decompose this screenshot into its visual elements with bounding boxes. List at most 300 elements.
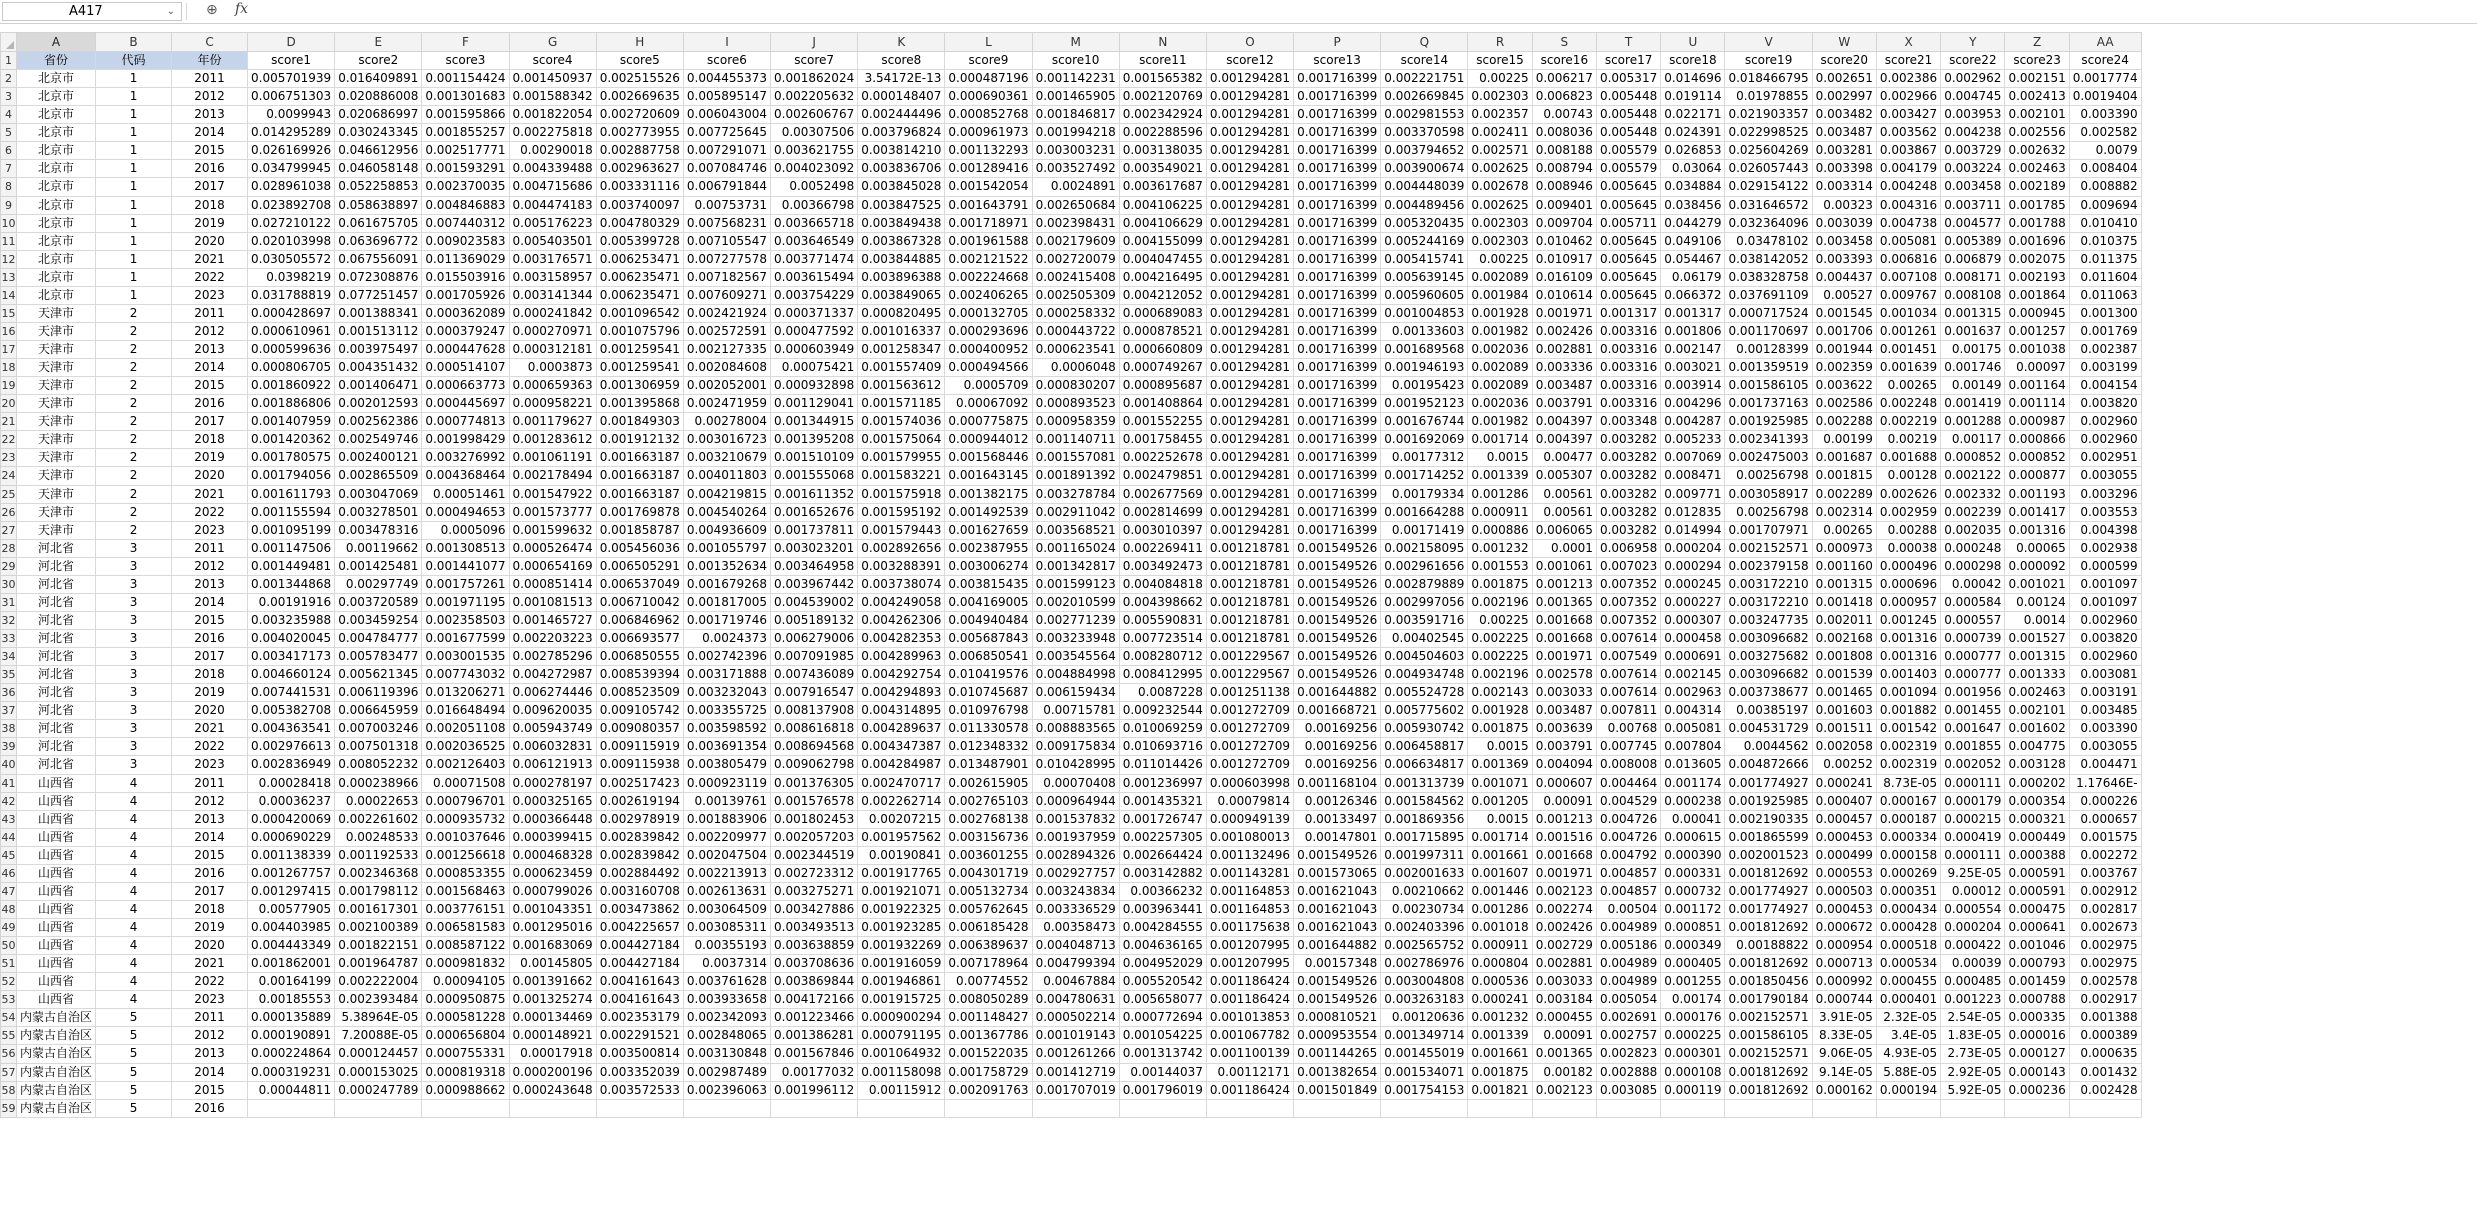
table-cell[interactable]: 0.000641 xyxy=(2005,919,2069,937)
table-cell[interactable]: 0.001602 xyxy=(2005,720,2069,738)
table-cell[interactable]: 0.001643791 xyxy=(945,196,1032,214)
table-cell[interactable]: 河北省 xyxy=(17,648,96,666)
table-cell[interactable]: 0.003900674 xyxy=(1381,160,1468,178)
table-cell[interactable]: 0.002961656 xyxy=(1381,557,1468,575)
table-cell[interactable]: 0.002052001 xyxy=(683,377,770,395)
table-cell[interactable]: 0.004262306 xyxy=(858,611,945,629)
table-cell[interactable]: 0.001716399 xyxy=(1294,521,1381,539)
table-cell[interactable]: 0.005415741 xyxy=(1381,250,1468,268)
table-cell[interactable]: 0.002225 xyxy=(1468,630,1532,648)
table-cell[interactable]: 2023 xyxy=(172,521,248,539)
table-cell[interactable] xyxy=(858,1099,945,1117)
column-header-l[interactable]: L xyxy=(945,33,1032,52)
table-cell[interactable]: 0.003487 xyxy=(1532,702,1596,720)
table-cell[interactable]: 0.001864 xyxy=(2005,286,2069,304)
table-cell[interactable]: 0.001817005 xyxy=(683,593,770,611)
table-cell[interactable]: 2 xyxy=(96,431,172,449)
table-cell[interactable]: 0.005307 xyxy=(1532,467,1596,485)
table-cell[interactable]: 0.002773955 xyxy=(596,124,683,142)
table-cell[interactable]: 0.001883906 xyxy=(683,810,770,828)
table-cell[interactable]: 0.013487901 xyxy=(945,756,1032,774)
table-cell[interactable]: 0.001715895 xyxy=(1381,828,1468,846)
table-cell[interactable]: 0.005524728 xyxy=(1381,684,1468,702)
table-cell[interactable]: 2022 xyxy=(172,268,248,286)
table-cell[interactable]: 0.001644882 xyxy=(1294,937,1381,955)
table-cell[interactable]: 0.005701939 xyxy=(248,70,335,88)
table-cell[interactable]: 0.002261602 xyxy=(335,810,422,828)
table-cell[interactable]: 2 xyxy=(96,449,172,467)
table-cell[interactable]: 0.002089 xyxy=(1468,268,1532,286)
table-cell[interactable]: 0.001573777 xyxy=(509,503,596,521)
table-cell[interactable]: 0.001071 xyxy=(1468,774,1532,792)
row-header[interactable]: 28 xyxy=(1,539,17,557)
table-cell[interactable]: 0.000238 xyxy=(1661,792,1725,810)
table-cell[interactable]: 0.007178964 xyxy=(945,955,1032,973)
table-cell[interactable]: 0.001922325 xyxy=(858,900,945,918)
table-cell[interactable]: 0.000135889 xyxy=(248,1009,335,1027)
table-cell[interactable]: 0.001075796 xyxy=(596,322,683,340)
table-cell[interactable]: 0.004155099 xyxy=(1119,232,1206,250)
table-cell[interactable]: 0.012835 xyxy=(1661,503,1725,521)
table-cell[interactable]: 2023 xyxy=(172,756,248,774)
table-cell[interactable] xyxy=(1812,1099,1876,1117)
table-cell[interactable]: 0.002370035 xyxy=(422,178,509,196)
table-cell[interactable]: 2022 xyxy=(172,973,248,991)
table-cell[interactable]: 0.001552255 xyxy=(1119,413,1206,431)
table-cell[interactable]: 0.001971 xyxy=(1532,304,1596,322)
table-cell[interactable]: 0.004577 xyxy=(1941,214,2005,232)
row-header[interactable]: 59 xyxy=(1,1099,17,1117)
table-cell[interactable]: 0.003390 xyxy=(2069,720,2141,738)
table-cell[interactable]: 0.003601255 xyxy=(945,846,1032,864)
table-cell[interactable]: 0.005783477 xyxy=(335,648,422,666)
table-cell[interactable]: 0.002221751 xyxy=(1381,70,1468,88)
table-cell[interactable]: 2019 xyxy=(172,684,248,702)
table-cell[interactable]: 0.001339 xyxy=(1468,467,1532,485)
table-cell[interactable]: 0.001097 xyxy=(2069,593,2141,611)
table-cell[interactable]: 0.001333 xyxy=(2005,666,2069,684)
table-cell[interactable]: 0.004368464 xyxy=(422,467,509,485)
table-cell[interactable]: 0.003390 xyxy=(2069,106,2141,124)
table-cell[interactable]: 0.006235471 xyxy=(596,268,683,286)
table-cell[interactable]: 0.007549 xyxy=(1596,648,1660,666)
table-cell[interactable]: 0.026057443 xyxy=(1725,160,1812,178)
table-cell[interactable]: 0.001944 xyxy=(1812,341,1876,359)
table-cell[interactable]: 2011 xyxy=(172,539,248,557)
table-cell[interactable]: 0.001621043 xyxy=(1294,919,1381,937)
table-cell[interactable]: 0.00225 xyxy=(1468,611,1532,629)
table-cell[interactable]: 0.000204 xyxy=(1941,919,2005,937)
table-cell[interactable]: 0.001067782 xyxy=(1206,1027,1293,1045)
table-cell[interactable]: 0.003820 xyxy=(2069,395,2141,413)
table-cell[interactable]: 2023 xyxy=(172,286,248,304)
table-cell[interactable]: 0.001301683 xyxy=(422,88,509,106)
table-cell[interactable]: 0.001207995 xyxy=(1206,955,1293,973)
table-cell[interactable]: 0.001294281 xyxy=(1206,142,1293,160)
table-cell[interactable]: 0.001294281 xyxy=(1206,413,1293,431)
table-cell[interactable]: 3 xyxy=(96,666,172,684)
table-cell[interactable]: 0.001549526 xyxy=(1294,648,1381,666)
table-cell[interactable]: 0.001946193 xyxy=(1381,359,1468,377)
table-cell[interactable]: 0.001344868 xyxy=(248,575,335,593)
table-cell[interactable]: 0.023892708 xyxy=(248,196,335,214)
table-cell[interactable]: 0.001568463 xyxy=(422,882,509,900)
table-cell[interactable]: 1 xyxy=(96,160,172,178)
table-cell[interactable]: 0.001545 xyxy=(1812,304,1876,322)
table-cell[interactable]: 0.002677569 xyxy=(1119,485,1206,503)
table-cell[interactable]: 0.006458817 xyxy=(1381,738,1468,756)
table-cell[interactable]: 0.003316 xyxy=(1596,377,1660,395)
table-cell[interactable]: 0.001352634 xyxy=(683,557,770,575)
table-cell[interactable]: 0.002400121 xyxy=(335,449,422,467)
table-cell[interactable]: 4 xyxy=(96,846,172,864)
table-cell[interactable]: 北京市 xyxy=(17,178,96,196)
table-cell[interactable]: 0.000591 xyxy=(2005,882,2069,900)
table-cell[interactable]: 0.004284555 xyxy=(1119,919,1206,937)
table-cell[interactable]: 0.004314895 xyxy=(858,702,945,720)
table-cell[interactable]: 0.001144265 xyxy=(1294,1045,1381,1063)
table-cell[interactable]: 0.004403985 xyxy=(248,919,335,937)
table-cell[interactable]: 0.003138035 xyxy=(1119,142,1206,160)
table-cell[interactable] xyxy=(248,1099,335,1117)
table-cell[interactable]: 0.001114 xyxy=(2005,395,2069,413)
table-cell[interactable]: 0.000247789 xyxy=(335,1081,422,1099)
table-cell[interactable]: 0.004294893 xyxy=(858,684,945,702)
table-cell[interactable]: 0.004347387 xyxy=(858,738,945,756)
table-cell[interactable]: 0.001369 xyxy=(1468,756,1532,774)
table-cell[interactable]: 0.001294281 xyxy=(1206,431,1293,449)
table-cell[interactable]: 0.002057203 xyxy=(771,828,858,846)
table-cell[interactable]: 0.001912132 xyxy=(596,431,683,449)
table-cell[interactable]: 0.011375 xyxy=(2069,250,2141,268)
table-cell[interactable]: 0.003796824 xyxy=(858,124,945,142)
table-cell[interactable]: 0.001395208 xyxy=(771,431,858,449)
table-cell[interactable]: 0.001643145 xyxy=(945,467,1032,485)
table-cell[interactable]: 0.007108 xyxy=(1876,268,1940,286)
table-cell[interactable]: 0.001294281 xyxy=(1206,485,1293,503)
table-cell[interactable]: 0.001419 xyxy=(1941,395,2005,413)
table-cell[interactable]: 0.000298 xyxy=(1941,557,2005,575)
table-cell[interactable]: 0.00191916 xyxy=(248,593,335,611)
table-cell[interactable]: 0.008539394 xyxy=(596,666,683,684)
table-cell[interactable]: 0.000793 xyxy=(2005,955,2069,973)
table-cell[interactable]: 0.000243648 xyxy=(509,1081,596,1099)
table-cell[interactable]: 0.002757 xyxy=(1596,1027,1660,1045)
table-cell[interactable]: 0.001465727 xyxy=(509,611,596,629)
table-cell[interactable]: 0.001549526 xyxy=(1294,539,1381,557)
table-cell[interactable]: 0.003184 xyxy=(1532,991,1596,1009)
table-cell[interactable]: 0.001403 xyxy=(1876,666,1940,684)
table-cell[interactable]: 0.006121913 xyxy=(509,756,596,774)
table-cell[interactable]: 0.00219 xyxy=(1876,431,1940,449)
table-cell[interactable]: 0.001812692 xyxy=(1725,919,1812,937)
table-cell[interactable]: 0.001294281 xyxy=(1206,521,1293,539)
table-cell[interactable]: 北京市 xyxy=(17,142,96,160)
table-cell[interactable]: 0.002565752 xyxy=(1381,937,1468,955)
table-cell[interactable]: 0.001094 xyxy=(1876,684,1940,702)
table-cell[interactable]: 0.001758455 xyxy=(1119,431,1206,449)
table-cell[interactable]: 2 xyxy=(96,395,172,413)
table-cell[interactable]: 0.000852 xyxy=(2005,449,2069,467)
table-cell[interactable]: 0.007277578 xyxy=(683,250,770,268)
table-cell[interactable]: 0.002196 xyxy=(1468,593,1532,611)
table-cell[interactable]: 0.000950875 xyxy=(422,991,509,1009)
table-cell[interactable]: 0.00128 xyxy=(1876,467,1940,485)
table-cell[interactable]: 0.005645 xyxy=(1596,196,1660,214)
table-cell[interactable]: 8.73E-05 xyxy=(1876,774,1940,792)
column-header-e[interactable]: E xyxy=(335,33,422,52)
table-cell[interactable]: 0.014295289 xyxy=(248,124,335,142)
table-cell[interactable]: 0.0087228 xyxy=(1119,684,1206,702)
table-cell[interactable]: 0.005081 xyxy=(1876,232,1940,250)
table-cell[interactable]: 0.001821 xyxy=(1468,1081,1532,1099)
table-cell[interactable]: 0.002010599 xyxy=(1032,593,1119,611)
table-cell[interactable]: 0.002963 xyxy=(1661,684,1725,702)
table-cell[interactable]: 0.001205 xyxy=(1468,792,1532,810)
table-cell[interactable]: 0.003933658 xyxy=(683,991,770,1009)
table-cell[interactable]: 0.00091 xyxy=(1532,792,1596,810)
column-header-h[interactable]: H xyxy=(596,33,683,52)
table-cell[interactable]: 0.00190841 xyxy=(858,846,945,864)
table-cell[interactable]: 河北省 xyxy=(17,593,96,611)
table-cell[interactable]: 0.000204 xyxy=(1661,539,1725,557)
table-cell[interactable]: 0.001932269 xyxy=(858,937,945,955)
table-cell[interactable]: 0.003233948 xyxy=(1032,630,1119,648)
table-cell[interactable]: 0.000455 xyxy=(1532,1009,1596,1027)
table-cell[interactable]: 0.000775875 xyxy=(945,413,1032,431)
table-cell[interactable]: 0.000134469 xyxy=(509,1009,596,1027)
table-cell[interactable]: 0.00230734 xyxy=(1381,900,1468,918)
column-header-x[interactable]: X xyxy=(1876,33,1940,52)
table-cell[interactable]: 0.000690229 xyxy=(248,828,335,846)
table-cell[interactable]: 0.002606767 xyxy=(771,106,858,124)
table-cell[interactable]: 0.002303 xyxy=(1468,214,1532,232)
table-cell[interactable]: 3 xyxy=(96,648,172,666)
table-cell[interactable]: 0.013206271 xyxy=(422,684,509,702)
table-cell[interactable]: 2020 xyxy=(172,467,248,485)
table-cell[interactable]: 0.006634817 xyxy=(1381,756,1468,774)
table-cell[interactable]: 山西省 xyxy=(17,937,96,955)
table-cell[interactable]: 0.002426 xyxy=(1532,322,1596,340)
table-cell[interactable]: 0.001812692 xyxy=(1725,1063,1812,1081)
table-cell[interactable]: 0.004464 xyxy=(1596,774,1660,792)
table-cell[interactable]: 0.001687 xyxy=(1812,449,1876,467)
table-cell[interactable]: 0.000599 xyxy=(2069,557,2141,575)
table-cell[interactable]: 1 xyxy=(96,88,172,106)
table-cell[interactable]: 3 xyxy=(96,756,172,774)
table-cell[interactable]: 0.002203223 xyxy=(509,630,596,648)
table-cell[interactable]: 0.001707019 xyxy=(1032,1081,1119,1099)
table-cell[interactable]: 0.001716399 xyxy=(1294,395,1381,413)
table-cell[interactable]: 0.005579 xyxy=(1596,160,1660,178)
table-cell[interactable]: 0.001716399 xyxy=(1294,178,1381,196)
table-cell[interactable]: 0.001316 xyxy=(2005,521,2069,539)
table-cell[interactable]: 0.008523509 xyxy=(596,684,683,702)
table-cell[interactable]: 0.003849438 xyxy=(858,214,945,232)
table-cell[interactable]: 0.001607 xyxy=(1468,864,1532,882)
table-cell[interactable]: 0.003158957 xyxy=(509,268,596,286)
table-cell[interactable]: 0.008587122 xyxy=(422,937,509,955)
table-cell[interactable]: 2016 xyxy=(172,160,248,178)
table-cell[interactable]: 0.001862024 xyxy=(771,70,858,88)
row-header[interactable]: 12 xyxy=(1,250,17,268)
table-cell[interactable]: 0.021903357 xyxy=(1725,106,1812,124)
table-cell[interactable]: 0.005456036 xyxy=(596,539,683,557)
table-cell[interactable]: 0.000534 xyxy=(1876,955,1940,973)
table-cell[interactable] xyxy=(1468,1099,1532,1117)
table-cell[interactable]: 0.001174 xyxy=(1661,774,1725,792)
table-cell[interactable]: 0.002887758 xyxy=(596,142,683,160)
table-cell[interactable]: 0.000422 xyxy=(1941,937,2005,955)
table-cell[interactable]: 0.001716399 xyxy=(1294,359,1381,377)
table-cell[interactable]: 0.001575064 xyxy=(858,431,945,449)
table-cell[interactable]: 0.003010397 xyxy=(1119,521,1206,539)
table-cell[interactable]: 0.001213 xyxy=(1532,810,1596,828)
table-cell[interactable]: 0.002303 xyxy=(1468,88,1532,106)
table-cell[interactable]: 0.003096682 xyxy=(1725,630,1812,648)
table-cell[interactable]: 0.00133603 xyxy=(1381,322,1468,340)
table-cell[interactable]: 0.004989 xyxy=(1596,919,1660,937)
table-cell[interactable]: 0.003622 xyxy=(1812,377,1876,395)
table-cell[interactable]: 0.007069 xyxy=(1661,449,1725,467)
table-cell[interactable]: 0.003805479 xyxy=(683,756,770,774)
table-cell[interactable]: 0.003316 xyxy=(1596,359,1660,377)
table-cell[interactable]: 0.000911 xyxy=(1468,503,1532,521)
table-cell[interactable]: 0.003591716 xyxy=(1381,611,1468,629)
table-cell[interactable]: 0.000584 xyxy=(1941,593,2005,611)
table-cell[interactable]: 0.002987489 xyxy=(683,1063,770,1081)
table-cell[interactable]: 0.007723514 xyxy=(1119,630,1206,648)
table-cell[interactable]: 5 xyxy=(96,1009,172,1027)
row-header[interactable]: 24 xyxy=(1,467,17,485)
table-cell[interactable]: 0.000278197 xyxy=(509,774,596,792)
table-cell[interactable]: 0.001571185 xyxy=(858,395,945,413)
table-cell[interactable]: 0.001232 xyxy=(1468,539,1532,557)
table-cell[interactable]: 0.00278004 xyxy=(683,413,770,431)
table-cell[interactable]: 0.004443349 xyxy=(248,937,335,955)
table-cell[interactable] xyxy=(335,1099,422,1117)
table-cell[interactable]: 0.002505309 xyxy=(1032,286,1119,304)
table-cell[interactable]: 天津市 xyxy=(17,304,96,322)
table-cell[interactable]: 0.005389 xyxy=(1941,232,2005,250)
table-cell[interactable]: 0.0099943 xyxy=(248,106,335,124)
table-cell[interactable]: 0.002387955 xyxy=(945,539,1032,557)
table-cell[interactable]: 0.001603 xyxy=(1812,702,1876,720)
table-cell[interactable]: 0.001537832 xyxy=(1032,810,1119,828)
table-cell[interactable]: 0.002912 xyxy=(2069,882,2141,900)
table-cell[interactable]: 0.000475 xyxy=(2005,900,2069,918)
table-cell[interactable]: 0.00185553 xyxy=(248,991,335,1009)
table-cell[interactable]: 0.001004853 xyxy=(1381,304,1468,322)
table-cell[interactable]: 山西省 xyxy=(17,900,96,918)
table-cell[interactable]: 0.000791195 xyxy=(858,1027,945,1045)
table-cell[interactable]: 5 xyxy=(96,1081,172,1099)
table-cell[interactable]: 山西省 xyxy=(17,792,96,810)
table-cell[interactable]: 0.000691 xyxy=(1661,648,1725,666)
table-cell[interactable]: 0.001013853 xyxy=(1206,1009,1293,1027)
table-cell[interactable]: 0.000945 xyxy=(2005,304,2069,322)
table-cell[interactable]: 0.003754229 xyxy=(771,286,858,304)
table-cell[interactable]: 0.001425481 xyxy=(335,557,422,575)
table-cell[interactable]: 2018 xyxy=(172,431,248,449)
table-cell[interactable]: 0.005621345 xyxy=(335,666,422,684)
table-cell[interactable]: 0.001315 xyxy=(1941,304,2005,322)
table-cell[interactable]: 3.54172E-13 xyxy=(858,70,945,88)
table-cell[interactable]: 0.003130848 xyxy=(683,1045,770,1063)
table-cell[interactable]: 0.005960605 xyxy=(1381,286,1468,304)
table-cell[interactable] xyxy=(1381,1099,1468,1117)
zoom-magnifier-icon[interactable]: ⊕ xyxy=(206,2,218,18)
table-cell[interactable]: 0.002089 xyxy=(1468,359,1532,377)
table-cell[interactable]: 0.002651 xyxy=(1812,70,1876,88)
table-cell[interactable]: 0.002475003 xyxy=(1725,449,1812,467)
table-cell[interactable]: 0.001172 xyxy=(1661,900,1725,918)
table-cell[interactable]: 0.003021 xyxy=(1661,359,1725,377)
table-cell[interactable]: 0.001576578 xyxy=(771,792,858,810)
table-cell[interactable]: 0.004219815 xyxy=(683,485,770,503)
table-cell[interactable]: 0.005645 xyxy=(1596,178,1660,196)
table-cell[interactable]: 0.00051461 xyxy=(422,485,509,503)
table-cell[interactable]: 0.00561 xyxy=(1532,503,1596,521)
table-cell[interactable]: 0.000200196 xyxy=(509,1063,596,1081)
table-cell[interactable]: 0.006710042 xyxy=(596,593,683,611)
table-cell[interactable]: 0.004636165 xyxy=(1119,937,1206,955)
table-cell[interactable]: 0.002997 xyxy=(1812,88,1876,106)
table-cell[interactable]: 0.008171 xyxy=(1941,268,2005,286)
table-cell[interactable]: 0.003711 xyxy=(1941,196,2005,214)
table-cell[interactable]: 0.003738074 xyxy=(858,575,945,593)
table-cell[interactable]: 0.003316 xyxy=(1596,341,1660,359)
table-cell[interactable]: 0.00145805 xyxy=(509,955,596,973)
table-cell[interactable]: 0.002275818 xyxy=(509,124,596,142)
table-cell[interactable]: 0.000331 xyxy=(1661,864,1725,882)
table-cell[interactable]: 0.001315 xyxy=(1812,575,1876,593)
table-cell[interactable]: 0.003160708 xyxy=(596,882,683,900)
table-cell[interactable]: 北京市 xyxy=(17,88,96,106)
table-cell[interactable]: 0.001716399 xyxy=(1294,160,1381,178)
table-cell[interactable]: 0.000852 xyxy=(1941,449,2005,467)
table-cell[interactable]: 0.00169256 xyxy=(1294,738,1381,756)
table-cell[interactable]: 0.001294281 xyxy=(1206,250,1293,268)
table-cell[interactable]: 0.004872666 xyxy=(1725,756,1812,774)
table-cell[interactable]: 0.00477 xyxy=(1532,449,1596,467)
table-cell[interactable]: 0.004934748 xyxy=(1381,666,1468,684)
table-cell[interactable]: 0.004448039 xyxy=(1381,178,1468,196)
table-cell[interactable]: 0.002669635 xyxy=(596,88,683,106)
table-cell[interactable]: 0.003963441 xyxy=(1119,900,1206,918)
table-cell[interactable]: 0.001513112 xyxy=(335,322,422,340)
table-cell[interactable]: 0.0052498 xyxy=(771,178,858,196)
table-cell[interactable]: 0.001679268 xyxy=(683,575,770,593)
table-cell[interactable]: 0.000379247 xyxy=(422,322,509,340)
table-cell[interactable]: 0.003791 xyxy=(1532,738,1596,756)
table-cell[interactable]: 0.005645 xyxy=(1596,268,1660,286)
table-cell[interactable]: 0.000389 xyxy=(2069,1027,2141,1045)
table-cell[interactable]: 0.00225 xyxy=(1468,250,1532,268)
table-cell[interactable]: 0.001294281 xyxy=(1206,124,1293,142)
table-cell[interactable]: 0.001971 xyxy=(1532,648,1596,666)
header-cell[interactable]: 代码 xyxy=(96,52,172,70)
table-cell[interactable]: 0.072308876 xyxy=(335,268,422,286)
column-header-v[interactable]: V xyxy=(1725,33,1812,52)
table-cell[interactable]: 2012 xyxy=(172,322,248,340)
table-cell[interactable]: 0.001855257 xyxy=(422,124,509,142)
table-cell[interactable] xyxy=(2069,1099,2141,1117)
row-header[interactable]: 44 xyxy=(1,828,17,846)
table-cell[interactable]: 0.001259541 xyxy=(596,341,683,359)
table-cell[interactable]: 0.003039 xyxy=(1812,214,1876,232)
table-cell[interactable]: 0.007745 xyxy=(1596,738,1660,756)
